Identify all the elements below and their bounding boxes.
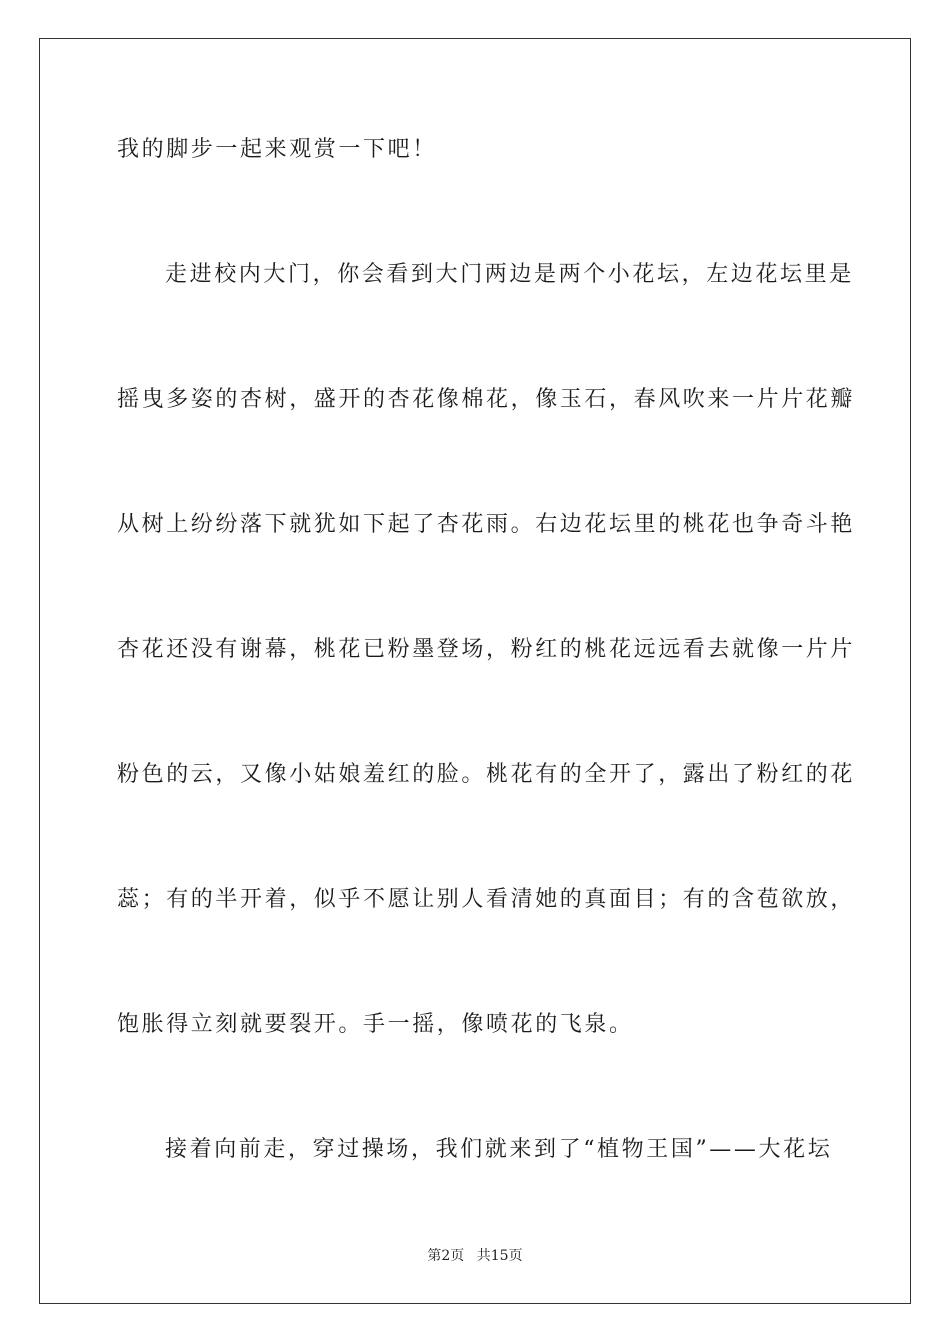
paragraph-start-line: 接着向前走，穿过操场，我们就来到了“植物王国”——大花坛 <box>165 1137 833 1162</box>
paragraph-start-line: 走进校内大门，你会看到大门两边是两个小花坛，左边花坛里是 <box>165 262 854 287</box>
text-line: 杏花还没有谢幕，桃花已粉墨登场，粉红的桃花远远看去就像一片片 <box>117 637 856 662</box>
text-line: 从树上纷纷落下就犹如下起了杏花雨。右边花坛里的桃花也争奇斗艳 <box>117 512 856 537</box>
page-footer <box>0 1246 950 1266</box>
page-total: 共15页 <box>476 1248 523 1264</box>
text-line: 粉色的云，又像小姑娘羞红的脸。桃花有的全开了，露出了粉红的花 <box>117 762 856 787</box>
text-line: 摇曳多姿的杏树，盛开的杏花像棉花，像玉石，春风吹来一片片花瓣 <box>117 387 856 412</box>
text-line: 我的脚步一起来观赏一下吧！ <box>117 137 437 162</box>
text-line: 蕊；有的半开着，似乎不愿让别人看清她的真面目；有的含苞欲放， <box>117 887 856 912</box>
page-number: 第2页 <box>427 1248 465 1264</box>
text-line: 饱胀得立刻就要裂开。手一摇，像喷花的飞泉。 <box>117 1012 634 1037</box>
page-border <box>39 38 911 1304</box>
